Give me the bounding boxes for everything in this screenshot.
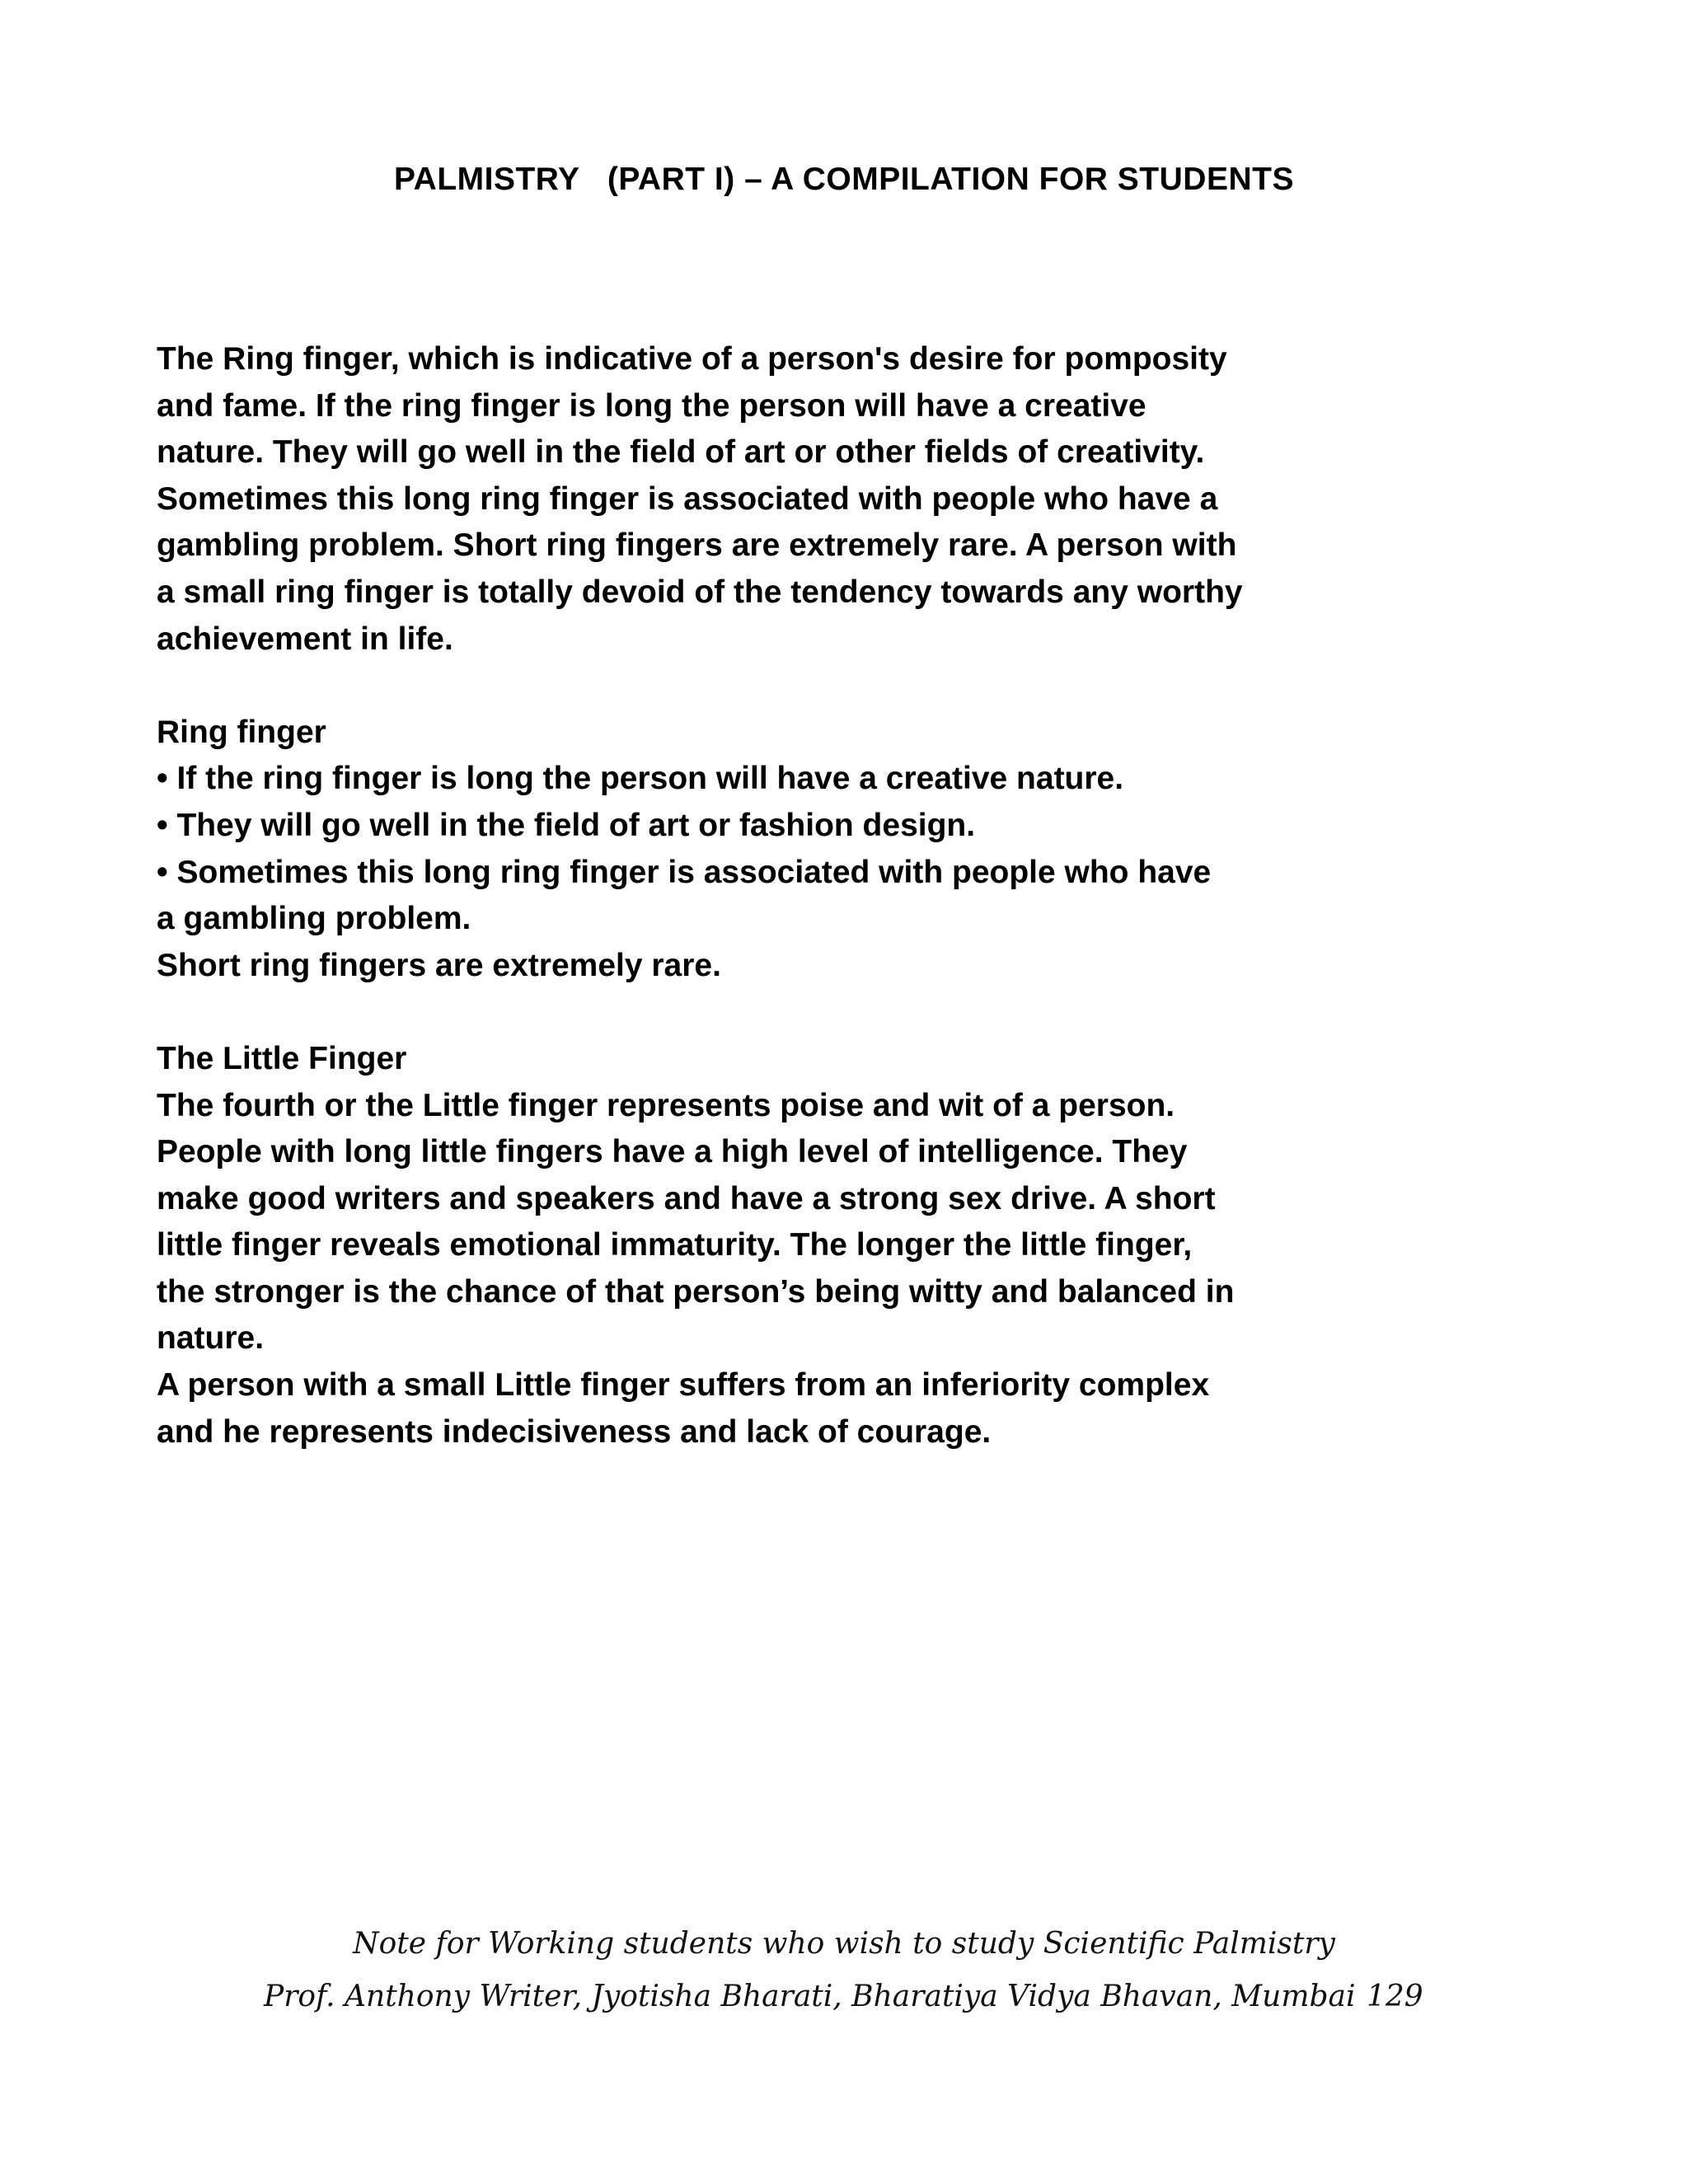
text-line: People with long little fingers have a high level of intelligence. They — [157, 1134, 1188, 1170]
text-line: the stronger is the chance of that person’s being witty and balanced in — [157, 1273, 1235, 1310]
little-finger-section — [157, 1036, 1475, 1455]
page-body — [157, 336, 1475, 1455]
text-line: a gambling problem. — [157, 901, 471, 937]
text-line: little finger reveals emotional immaturity. The longer the little finger, — [157, 1227, 1193, 1263]
text-line: The Ring finger, which is indicative of a person's desire for pomposity — [157, 341, 1227, 377]
bullet-line: • If the ring finger is long the person will have a creative nature. — [157, 761, 1124, 797]
text-line: a small ring finger is totally devoid of the tendency towards any worthy — [157, 574, 1243, 610]
text-line: nature. They will go well in the field of art or other fields of creativity. — [157, 434, 1205, 471]
text-line: and he represents indecisiveness and lack of courage. — [157, 1413, 992, 1450]
paragraph-spacer — [157, 663, 1475, 710]
text-line: nature. — [157, 1320, 265, 1357]
text-line: gambling problem. Short ring fingers are extremely rare. A person with — [157, 527, 1237, 564]
ring-finger-intro-paragraph — [157, 336, 1475, 663]
bullet-line: • Sometimes this long ring finger is associated with people who have — [157, 854, 1212, 890]
bullet-line: • They will go well in the field of art or fashion design. — [157, 807, 976, 843]
text-line: Sometimes this long ring finger is associated with people who have a — [157, 480, 1218, 517]
footer-credit: Prof. Anthony Writer, Jyotisha Bharati, Bharatiya Vidya Bhavan, Mumbai — [264, 1980, 1356, 2013]
text-line: The fourth or the Little finger represents poise and wit of a person. — [157, 1087, 1175, 1123]
page-title: PALMISTRY (PART I) – A COMPILATION FOR STUDENTS — [394, 162, 1294, 197]
ring-finger-section — [157, 710, 1475, 990]
page-number: 129 — [1367, 1980, 1423, 2013]
text-line: Short ring fingers are extremely rare. — [157, 947, 721, 983]
text-line: achievement in life. — [157, 621, 453, 657]
text-line: make good writers and speakers and have a strong sex drive. A short — [157, 1180, 1216, 1216]
paragraph-spacer — [157, 989, 1475, 1036]
text-line: A person with a small Little finger suffers from an inferiority complex — [157, 1367, 1210, 1404]
footer-note: Note for Working students who wish to study Scientific Palmistry — [353, 1927, 1335, 1961]
text-line: and fame. If the ring finger is long the person will have a creative — [157, 387, 1146, 424]
section-heading-ring-finger: Ring finger — [157, 714, 326, 750]
section-heading-little-finger: The Little Finger — [157, 1040, 407, 1076]
